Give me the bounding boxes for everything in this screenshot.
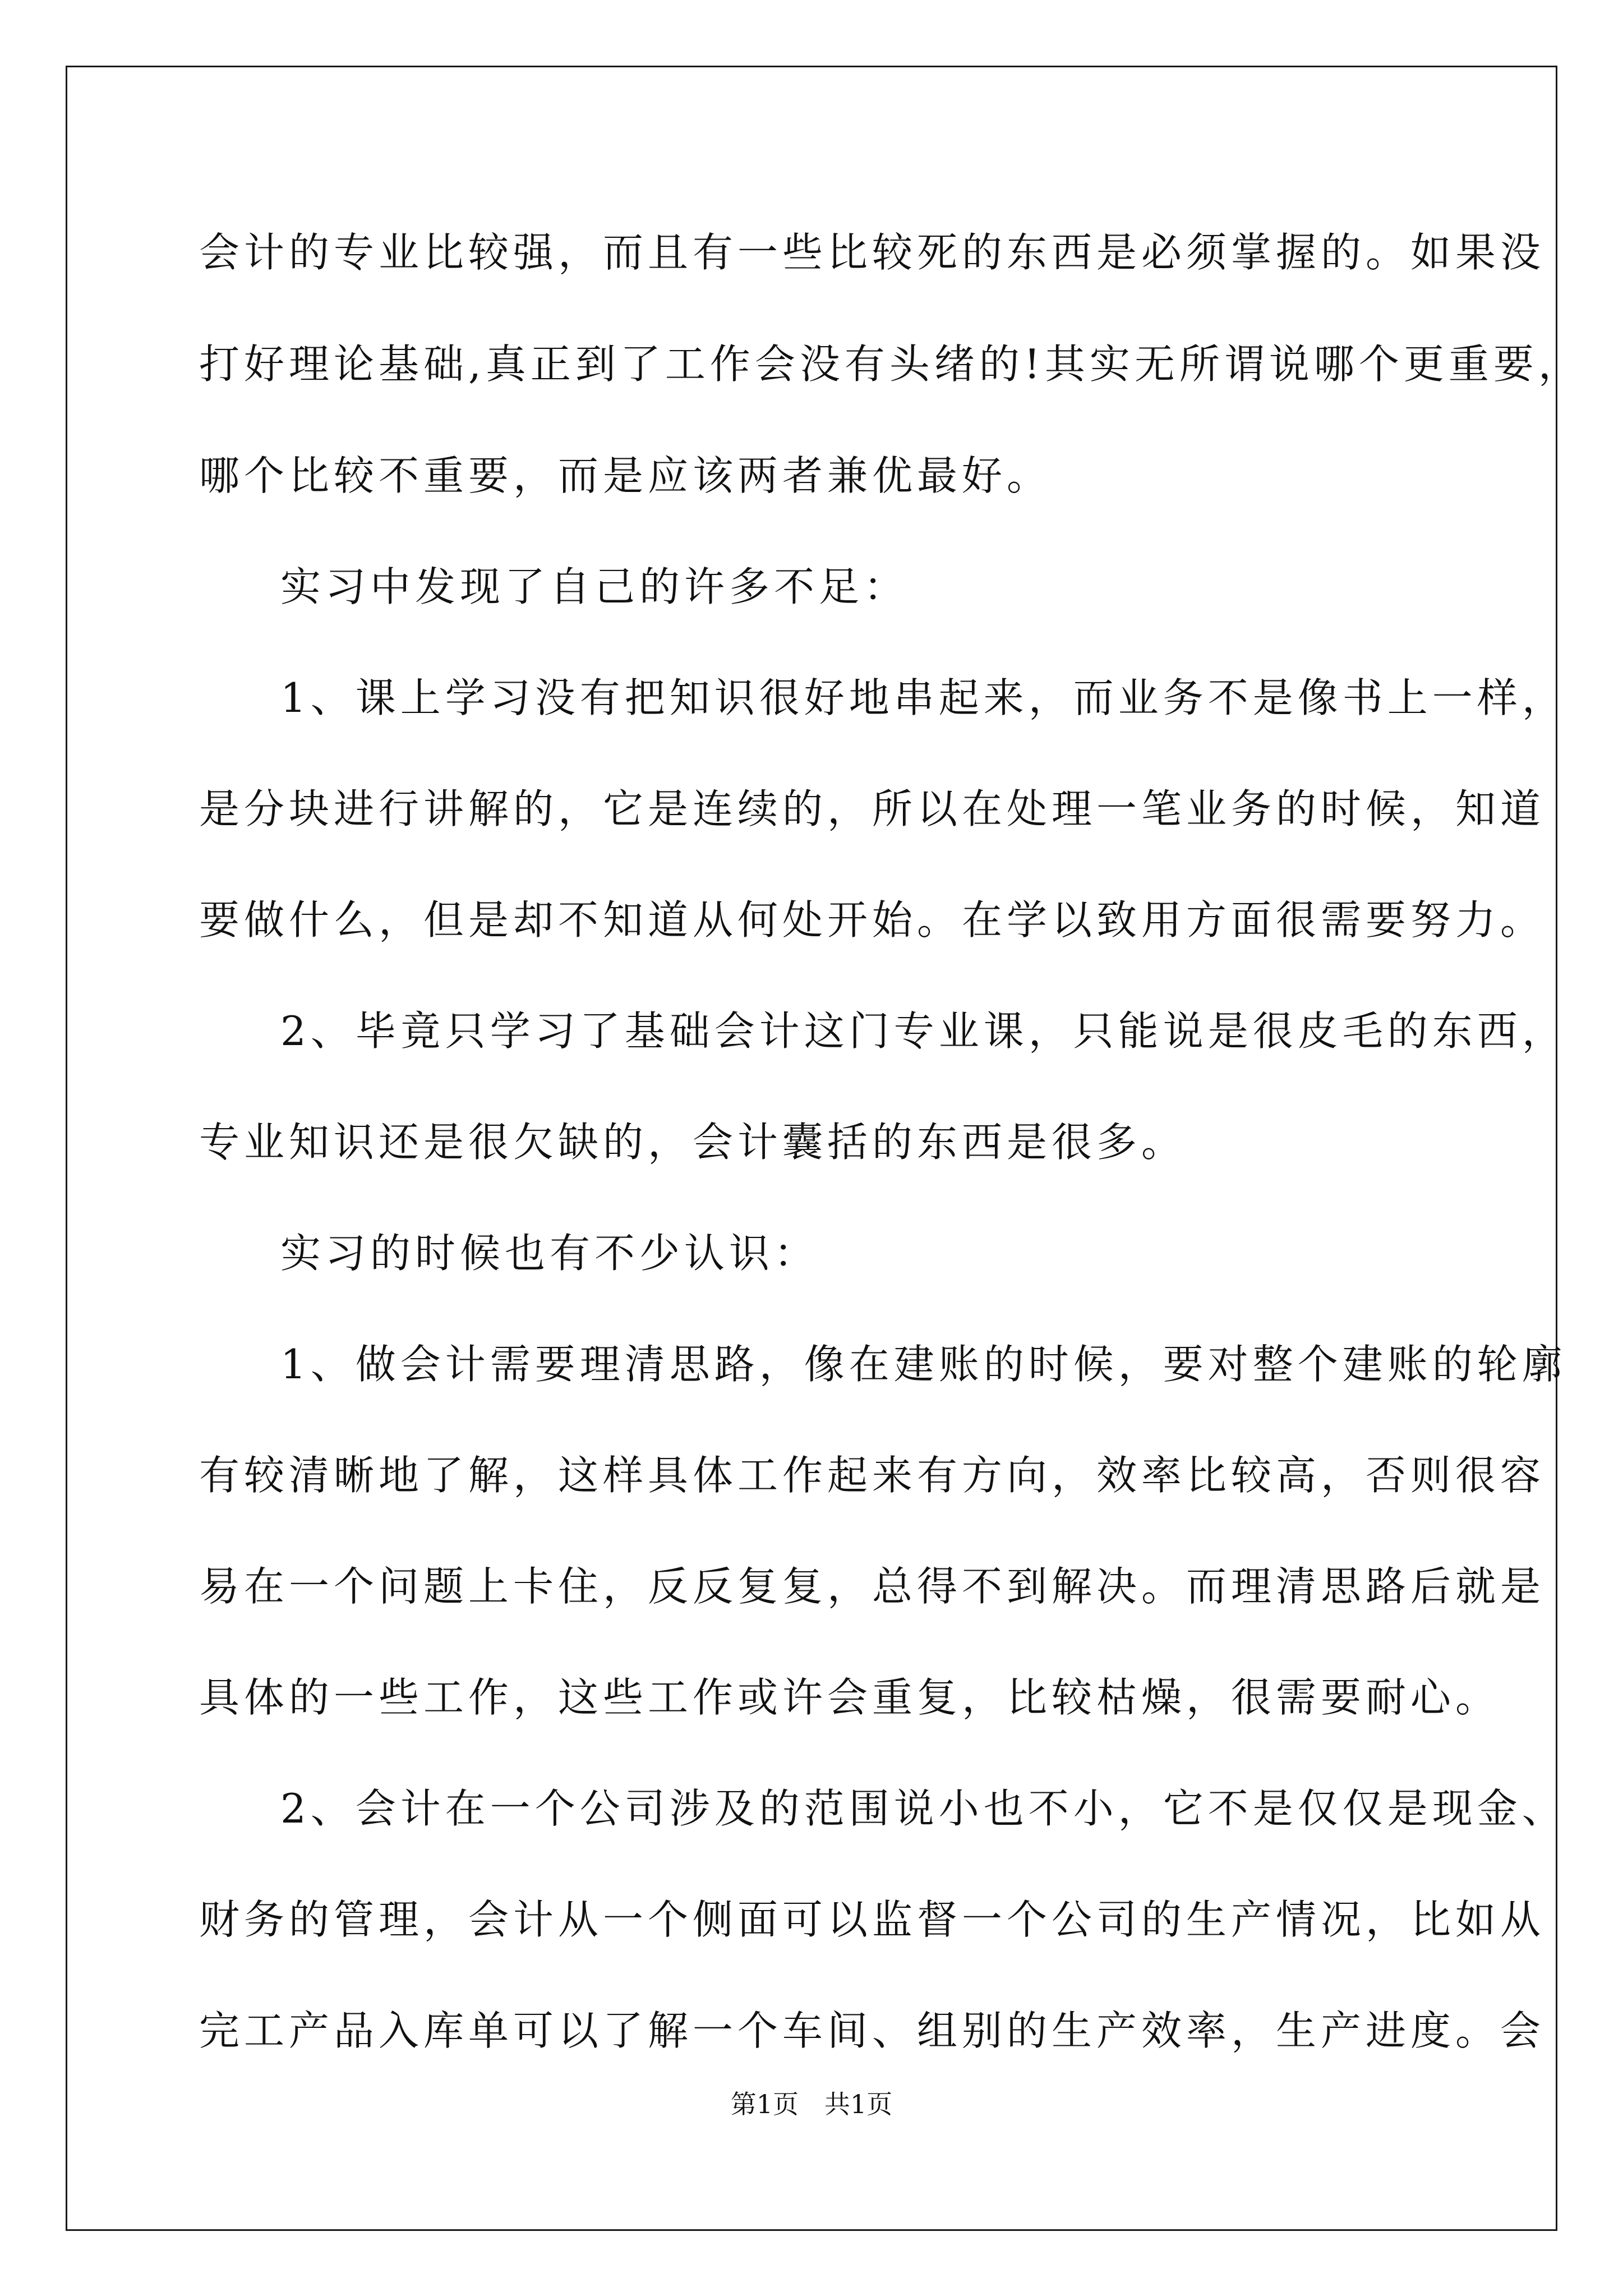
paragraph-start-line: 实习中发现了自己的许多不足：: [280, 563, 909, 610]
page-number: 第1页 共1页: [730, 2089, 893, 2119]
text-line: 是分块进行讲解的，它是连续的，所以在处理一笔业务的时候，知道: [199, 785, 1546, 832]
text-line: 具体的一些工作，这些工作或许会重复，比较枯燥，很需要耐心。: [199, 1674, 1501, 1721]
text-line: 完工产品入库单可以了解一个车间、组别的生产效率，生产进度。会: [199, 2007, 1546, 2054]
text-line: 易在一个问题上卡住，反反复复，总得不到解决。而理清思路后就是: [199, 1563, 1546, 1610]
paragraph-start-line: 实习的时候也有不少认识：: [280, 1230, 819, 1277]
paragraph-start-line: 2、会计在一个公司涉及的范围说小也不小，它不是仅仅是现金、: [280, 1785, 1567, 1832]
text-line: 要做什么，但是却不知道从何处开始。在学以致用方面很需要努力。: [199, 896, 1546, 944]
paragraph-start-line: 1、做会计需要理清思路，像在建账的时候，要对整个建账的轮廓: [280, 1341, 1567, 1388]
text-line: 哪个比较不重要，而是应该两者兼优最好。: [199, 452, 1052, 499]
text-line: 打好理论基础,真正到了工作会没有头绪的!其实无所谓说哪个更重要，: [199, 341, 1583, 388]
paragraph-start-line: 1、课上学习没有把知识很好地串起来，而业务不是像书上一样，: [280, 674, 1567, 721]
text-line: 有较清晰地了解，这样具体工作起来有方向，效率比较高，否则很容: [199, 1452, 1546, 1499]
text-line: 会计的专业比较强，而且有一些比较死的东西是必须掌握的。如果没: [199, 229, 1546, 276]
text-line: 财务的管理，会计从一个侧面可以监督一个公司的生产情况，比如从: [199, 1896, 1546, 1943]
text-line: 专业知识还是很欠缺的，会计囊括的东西是很多。: [199, 1119, 1187, 1166]
paragraph-start-line: 2、毕竟只学习了基础会计这门专业课，只能说是很皮毛的东西，: [280, 1007, 1567, 1055]
